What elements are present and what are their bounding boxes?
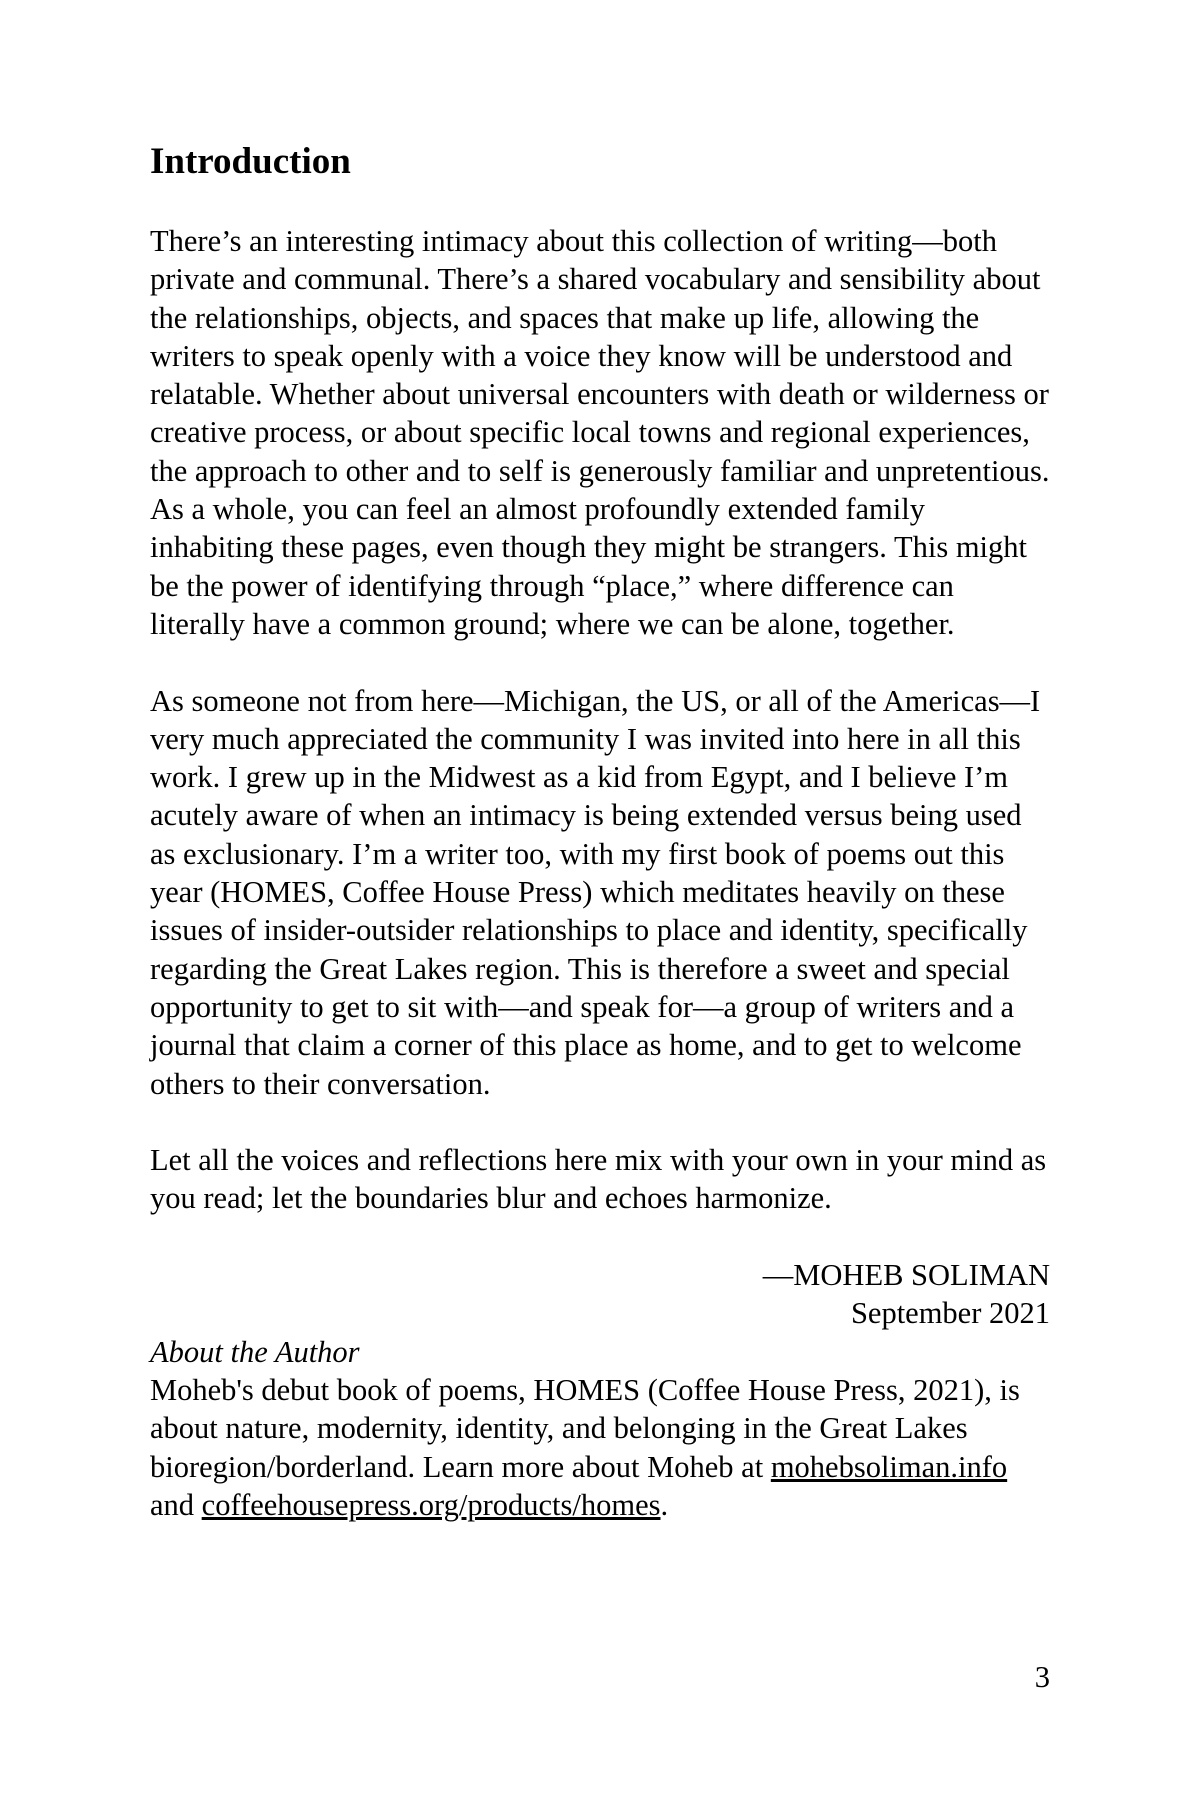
author-signature-name: —MOHEB SOLIMAN xyxy=(762,1258,1050,1293)
signature-date: September 2021 xyxy=(850,1296,1050,1331)
about-author-body: Moheb's debut book of poems, HOMES (Coffee House Press, 2021), is about nature, modernity, identity, and belonging in the Great Lakes bioregion/borderland. Learn more about Moheb at xyxy=(150,1372,1020,1484)
page-title: Introduction xyxy=(150,141,351,182)
author-website-link[interactable]: mohebsoliman.info xyxy=(770,1449,1008,1484)
intro-paragraph-2: As someone not from here—Michigan, the US, or all of the Americas—I very much appreciated the community I was invited into here in all this work. I grew up in the Midwest as a kid from Egypt, and I believe I’m acutely aware of when an intimacy is being extended versus being used as exclusionary. I’m a writer too, with my first book of poems out this year (HOMES, Coffee House Press) which meditates heavily on these issues of insider-outsider relationships to place and identity, specifically regarding the Great Lakes region. This is therefore a sweet and special opportunity to get to sit with—and speak for—a group of writers and a journal that claim a corner of this place as home, and to get to welcome others to their conversation. xyxy=(150,683,1041,1101)
about-end-punctuation: . xyxy=(660,1487,669,1522)
about-author-text xyxy=(150,1371,1050,1524)
intro-paragraph-1: There’s an interesting intimacy about this collection of writing—both private and communal. There’s a shared vocabulary and sensibility about the relationships, objects, and spaces that make up life, allowing the writers to speak openly with a voice they know will be understood and relatable. Whether about universal encounters with death or wilderness or creative process, or about specific local towns and regional experiences, the approach to other and to self is generously familiar and unpretentious. As a whole, you can feel an almost profoundly extended family inhabiting these pages, even though they might be strangers. This might be the power of identifying through “place,” where difference can literally have a common ground; where we can be alone, together. xyxy=(150,224,1050,641)
intro-paragraph-3: Let all the voices and reflections here mix with your own in your mind as you read; let the boundaries blur and echoes harmonize. xyxy=(150,1143,1047,1216)
about-conjunction: and xyxy=(150,1487,195,1522)
page-content xyxy=(150,140,1050,1524)
publisher-link[interactable]: coffeehousepress.org/products/homes xyxy=(201,1487,661,1522)
page-number: 3 xyxy=(1034,1660,1050,1694)
about-author-heading: About the Author xyxy=(150,1334,360,1369)
